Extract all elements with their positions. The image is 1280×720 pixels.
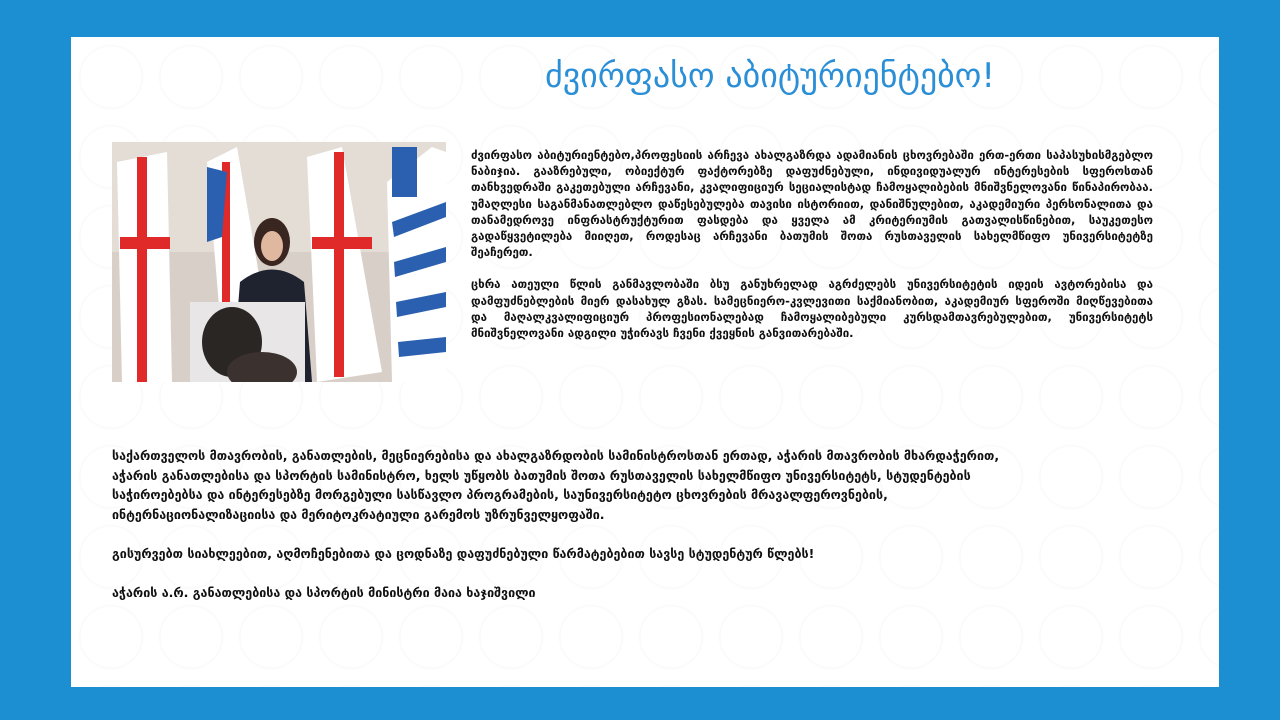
text-layer <box>71 37 1219 687</box>
support-line: საქართველოს მთავრობის, განათლების, მეცნიერებისა და ახალგაზრდობის სამინისტროსთან ერთად, აჭარის მთავრობის მხარდაჭერით, <box>112 448 1000 463</box>
support-line: საჭიროებებსა და ინტერესებზე მორგებული სასწავლო პროგრამების, საუნივერსიტეტო ცხოვრების მრავალფეროვნების, <box>112 487 888 502</box>
page-title: ძვირფასო აბიტურიენტებო! <box>544 56 996 96</box>
intro-paragraph: ძვირფასო აბიტურიენტებო,პროფესიის არჩევა ახალგაზრდა ადამიანის ცხოვრებაში ერთ-ერთი საპასუხისმგებლო ნაბიჯია. გააზრებული, ობიექტურ ფაქტორებზე დაფუძნებული, ინდივიდუალურ ინტერესების სფეროსთან თანხვედრაში გაკეთებული არჩევანი, კვალიფიციურ სეციალისტად ჩამოყალიბების მნიშვნელოვანი წინაპირობაა. უმაღლესი საგანმანათლებლო დაწესებულება თავისი ისტორიით, დანიშნულებით, აკადემიური პერსონალითა და თანამედროვე ინფრასტრუქტურით ფასდება და ყველა ამ კრიტერიუმის გათვალისწინებით, საუკეთესო გადაწყვეტილება მიიღეთ, როდესაც არჩევანი ბათუმის შოთა რუსთაველის სახელმწიფო უნივერსიტეტზე შეაჩერეთ. <box>471 148 1153 260</box>
support-text <box>112 446 1182 602</box>
signature: აჭარის ა.რ. განათლებისა და სპორტის მინისტრი მაია ხაჯიშვილი <box>112 584 536 600</box>
intro-paragraph: ცხრა ათეული წლის განმავლობაში ბსუ განუხრელად აგრძელებს უნივერსიტეტის იდეის ავტორებისა და დამფუძნებლების მიერ დასახულ გზას. სამეცნიერო-კვლევითი საქმიანობით, აკადემიურ სფეროში მიღწევებითა და მაღალკვალიფიციურ პროფესიონალებად ჩამოყალიბებული კურსდამთავრებულებით, უნივერსიტეტს მნიშვნელოვანი ადგილი უჭირავს ჩვენი ქვეყნის განვითარებაში. <box>471 277 1153 341</box>
support-line: აჭარის განათლებისა და სპორტის სამინისტრო, ხელს უწყობს ბათუმის შოთა რუსთაველის სახელმწიფო უნივერსიტეტს, სტუდენტების <box>112 467 971 483</box>
wish-text: გისურვებთ სიახლეებით, აღმოჩენებითა და ცოდნაზე დაფუძნებული წარმატებებით სავსე სტუდენტურ წლებს! <box>112 545 815 561</box>
support-line: ინტერნაციონალიზაციისა და მერიტოკრატიული გარემოს უზრუნველყოფაში. <box>112 506 605 522</box>
intro-text <box>471 147 1153 357</box>
